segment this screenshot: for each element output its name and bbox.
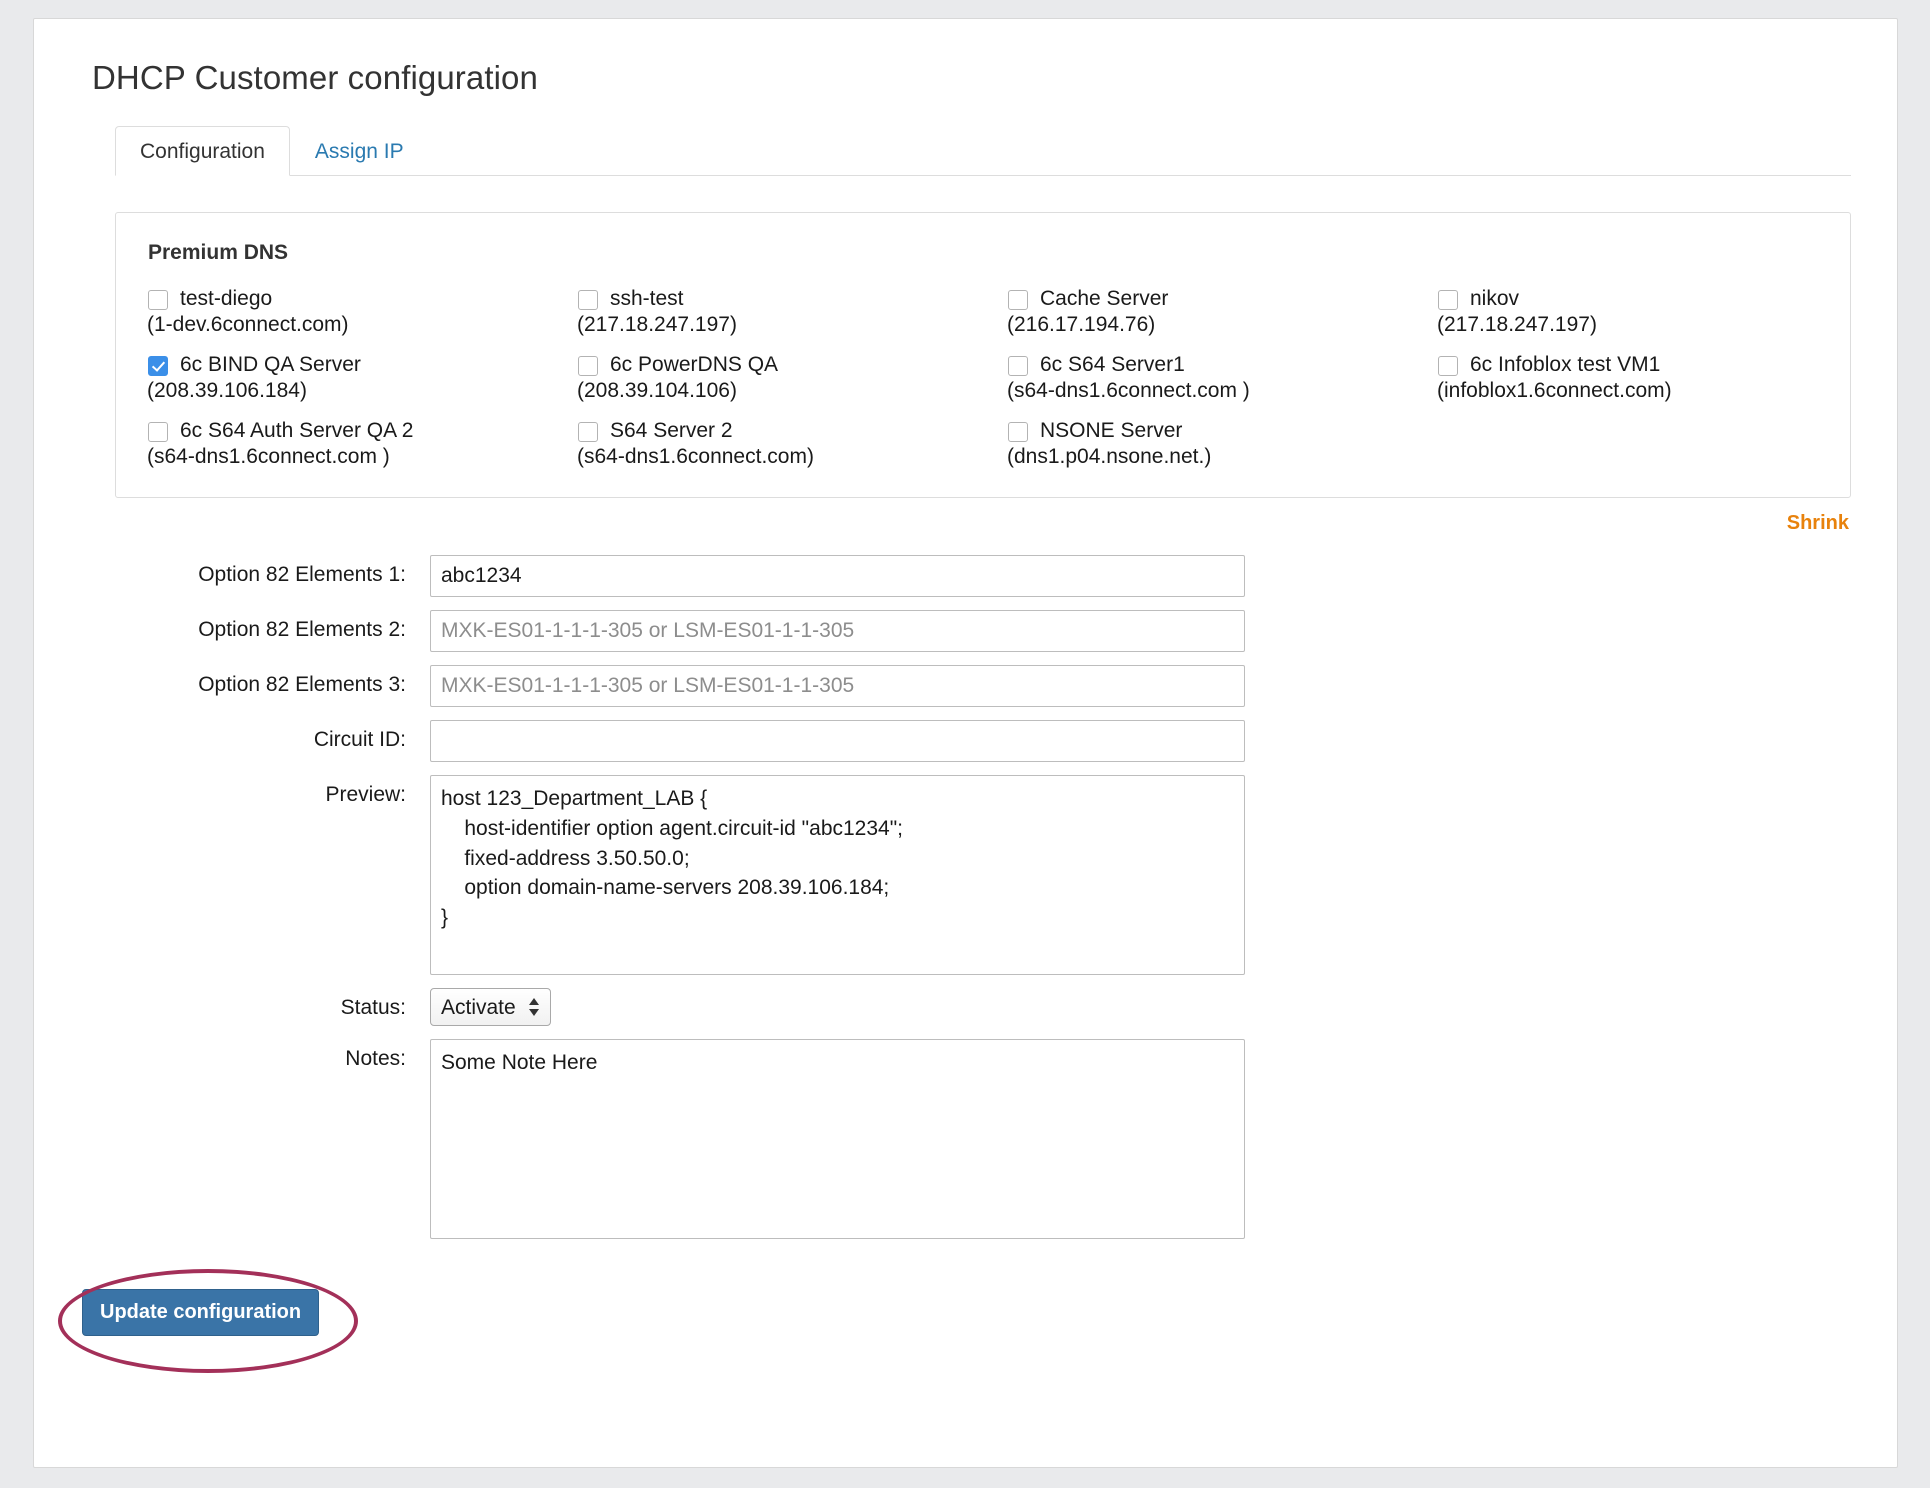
dns-server-name: Cache Server xyxy=(1040,287,1169,310)
dns-server-address: (216.17.194.76) xyxy=(1007,313,1156,336)
preview-textarea[interactable] xyxy=(430,775,1245,975)
circuit-id-label: Circuit ID: xyxy=(313,728,406,751)
dns-server-name: ssh-test xyxy=(610,287,684,310)
dns-server-name: nikov xyxy=(1470,287,1520,310)
configuration-form xyxy=(70,555,1861,1239)
dns-server-item xyxy=(142,283,572,339)
status-select-wrap xyxy=(430,988,551,1026)
dhcp-configuration-panel xyxy=(33,18,1898,1468)
dns-server-item xyxy=(1002,415,1432,471)
premium-dns-section xyxy=(115,212,1851,498)
option82-2-label: Option 82 Elements 2: xyxy=(198,618,406,641)
dns-server-item xyxy=(572,349,1002,405)
dns-server-address: (s64-dns1.6connect.com ) xyxy=(147,445,390,468)
dns-server-address: (217.18.247.197) xyxy=(1437,313,1597,336)
dns-server-name: S64 Server 2 xyxy=(610,419,733,442)
dns-server-address: (s64-dns1.6connect.com ) xyxy=(1007,379,1250,402)
update-configuration-button[interactable]: Update configuration xyxy=(82,1289,319,1336)
form-row-status xyxy=(70,988,1861,1026)
dns-server-name: 6c S64 Auth Server QA 2 xyxy=(180,419,414,442)
form-row-preview xyxy=(70,775,1861,975)
option82-3-input[interactable] xyxy=(430,665,1245,707)
dns-server-checkbox[interactable] xyxy=(148,290,168,310)
dns-server-address: (1-dev.6connect.com) xyxy=(147,313,349,336)
dns-server-item xyxy=(1432,349,1862,405)
dns-server-address: (infoblox1.6connect.com) xyxy=(1437,379,1672,402)
dns-server-item xyxy=(572,283,1002,339)
dns-server-address: (217.18.247.197) xyxy=(577,313,737,336)
tab-configuration[interactable] xyxy=(115,126,290,176)
dns-server-address: (208.39.104.106) xyxy=(577,379,737,402)
dns-server-name: 6c Infoblox test VM1 xyxy=(1470,353,1661,376)
dns-server-checkbox[interactable] xyxy=(578,356,598,376)
dns-server-checkbox[interactable] xyxy=(578,290,598,310)
notes-textarea[interactable] xyxy=(430,1039,1245,1239)
tab-bar xyxy=(115,123,1851,176)
dns-server-address: (dns1.p04.nsone.net.) xyxy=(1007,445,1212,468)
tab-assign-ip-label: Assign IP xyxy=(314,140,404,163)
dns-server-checkbox[interactable] xyxy=(1438,290,1458,310)
tab-configuration-label: Configuration xyxy=(140,140,265,163)
dns-server-item xyxy=(1002,349,1432,405)
dns-server-checkbox[interactable] xyxy=(148,356,168,376)
dns-server-name: 6c S64 Server1 xyxy=(1040,353,1185,376)
page-title: DHCP Customer configuration xyxy=(92,59,538,96)
dns-server-address: (208.39.106.184) xyxy=(147,379,307,402)
option82-1-input[interactable] xyxy=(430,555,1245,597)
dns-server-name: NSONE Server xyxy=(1040,419,1183,442)
status-select[interactable] xyxy=(430,988,551,1026)
option82-2-input[interactable] xyxy=(430,610,1245,652)
dns-server-checkbox[interactable] xyxy=(1008,422,1028,442)
dns-server-checkbox[interactable] xyxy=(1008,356,1028,376)
dns-server-item xyxy=(1432,283,1862,339)
dns-server-item xyxy=(1002,283,1432,339)
form-row-circuit-id xyxy=(70,720,1861,762)
form-footer xyxy=(70,1261,1861,1371)
dns-server-checkbox[interactable] xyxy=(578,422,598,442)
tab-assign-ip[interactable] xyxy=(290,126,429,176)
premium-dns-title: Premium DNS xyxy=(148,241,289,264)
option82-1-label: Option 82 Elements 1: xyxy=(198,563,406,586)
circuit-id-input[interactable] xyxy=(430,720,1245,762)
dns-server-item xyxy=(142,349,572,405)
form-row-option82-2 xyxy=(70,610,1861,652)
shrink-link[interactable]: Shrink xyxy=(1786,512,1849,534)
premium-dns-grid xyxy=(142,283,1824,471)
dns-server-checkbox[interactable] xyxy=(148,422,168,442)
dns-server-name: 6c PowerDNS QA xyxy=(610,353,779,376)
form-row-notes xyxy=(70,1039,1861,1239)
dns-server-address: (s64-dns1.6connect.com) xyxy=(577,445,814,468)
form-row-option82-1 xyxy=(70,555,1861,597)
dns-server-item xyxy=(142,415,572,471)
form-row-option82-3 xyxy=(70,665,1861,707)
status-label: Status: xyxy=(340,996,406,1019)
option82-3-label: Option 82 Elements 3: xyxy=(198,673,406,696)
dns-server-name: test-diego xyxy=(180,287,273,310)
dns-server-name: 6c BIND QA Server xyxy=(180,353,361,376)
notes-label: Notes: xyxy=(345,1047,406,1070)
preview-label: Preview: xyxy=(325,783,406,806)
dns-server-checkbox[interactable] xyxy=(1008,290,1028,310)
dns-server-item xyxy=(572,415,1002,471)
dns-server-checkbox[interactable] xyxy=(1438,356,1458,376)
